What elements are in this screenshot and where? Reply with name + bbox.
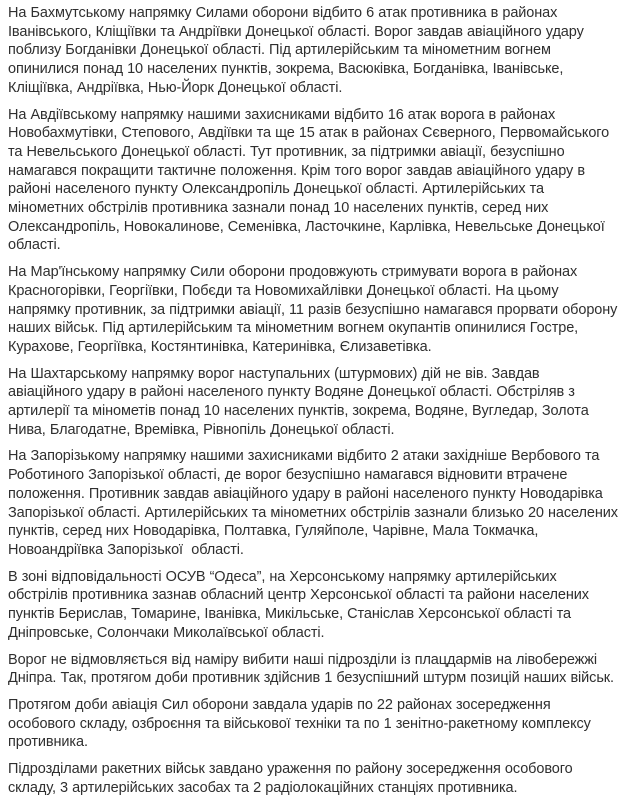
paragraph-aviation-strikes: Протягом доби авіація Сил оборони завдала ударів по 22 районах зосередження особового складу, озброєння та військової техніки та по 1 зенітно-ракетному комплексу противника. <box>8 696 595 751</box>
paragraph-bakhmut-direction: На Бахмутському напрямку Силами оборони відбито 6 атак противника в районах Іванівського, Кліщіївки та Андріївки Донецької області. Ворог завдав авіаційного удару поблизу Богданівки Донецької області. Під артилерійським та мінометним вогнем опинилися понад 10 населених пунктів, зокрема, Васюківка, Богданівка, Іванівське, Кліщіївка, Андріївка, Нью-Йорк Донецької області. <box>8 5 588 96</box>
paragraph-marinka-direction: На Мар'їнському напрямку Сили оборони продовжують стримувати ворога в районах Красногорівки, Георгіївки, Побєди та Новомихайлівки Донецької області. На цьому напрямку противник, за підтримки авіації, 11 разів безуспішно намагався прорвати оборону наших військ. Під артилерійським та мінометним вогнем окупантів опинилися Гостре, Курахове, Георгіївка, Костянтинівка, Катеринівка, Єлизаветівка. <box>8 264 622 355</box>
paragraph-zaporizhzhia-direction: На Запорізькому напрямку нашими захисниками відбито 2 атаки західніше Вербового та Роботиного Запорізької області, де ворог безуспішно намагався відновити втрачене положення. Противник завдав авіаційного удару в районі населеного пункту Новодарівка Запорізької області. Артилерійських та мінометних обстрілів зазнали близько 20 населених пунктів, серед них Новодарівка, Полтавка, Гуляйполе, Чарівне, Мала Токмачка, Новоандріївка Запорізької області. <box>8 448 623 558</box>
paragraph-shakhtarsk-direction: На Шахтарському напрямку ворог наступальних (штурмових) дій не вів. Завдав авіаційного удару в районі населеного пункту Водяне Донецької області. Обстріляв з артилерії та мінометів понад 10 населених пунктів, зокрема, Водяне, Вугледар, Золота Нива, Благодатне, Времівка, Рівнопіль Донецької області. <box>8 365 593 438</box>
paragraph-avdiivka-direction: На Авдіївському напрямку нашими захисниками відбито 16 атак ворога в районах Новобахмутівки, Степового, Авдіївки та ще 15 атак в районах Сєверного, Первомайського та Невельського Донецької області. Тут противник, за підтримки авіації, безуспішно намагався покращити тактичне положення. Крім того ворог завдав авіаційного удару в районі населеного пункту Олександропіль Донецької області. Артилерійських та мінометних обстрілів противника зазнали понад 10 населених пунктів, серед них Олександропіль, Новокалинове, Семенівка, Ласточкине, Карлівка, Невельське Донецької області. <box>8 106 614 254</box>
paragraph-kherson-direction: В зоні відповідальності ОСУВ “Одеса”, на Херсонському напрямку артилерійських обстрілів противника зазнав обласний центр Херсонської області та райони населених пунктів Берислав, Томарине, Іванівка, Микільське, Станіслав Херсонської області та Дніпровське, Солончаки Миколаївської області. <box>8 568 594 641</box>
paragraph-dnipro-bridgeheads: Ворог не відмовляється від наміру вибити наші підрозділи із плацдармів на лівобережжі Дніпра. Так, протягом доби противник здійснив 1 безуспішний штурм позицій наших військ. <box>8 651 614 687</box>
paragraph-missile-forces: Підрозділами ракетних військ завдано ураження по району зосередження особового складу, 3 артилерійських засобах та 2 радіолокаційних станціях противника. <box>8 761 577 796</box>
